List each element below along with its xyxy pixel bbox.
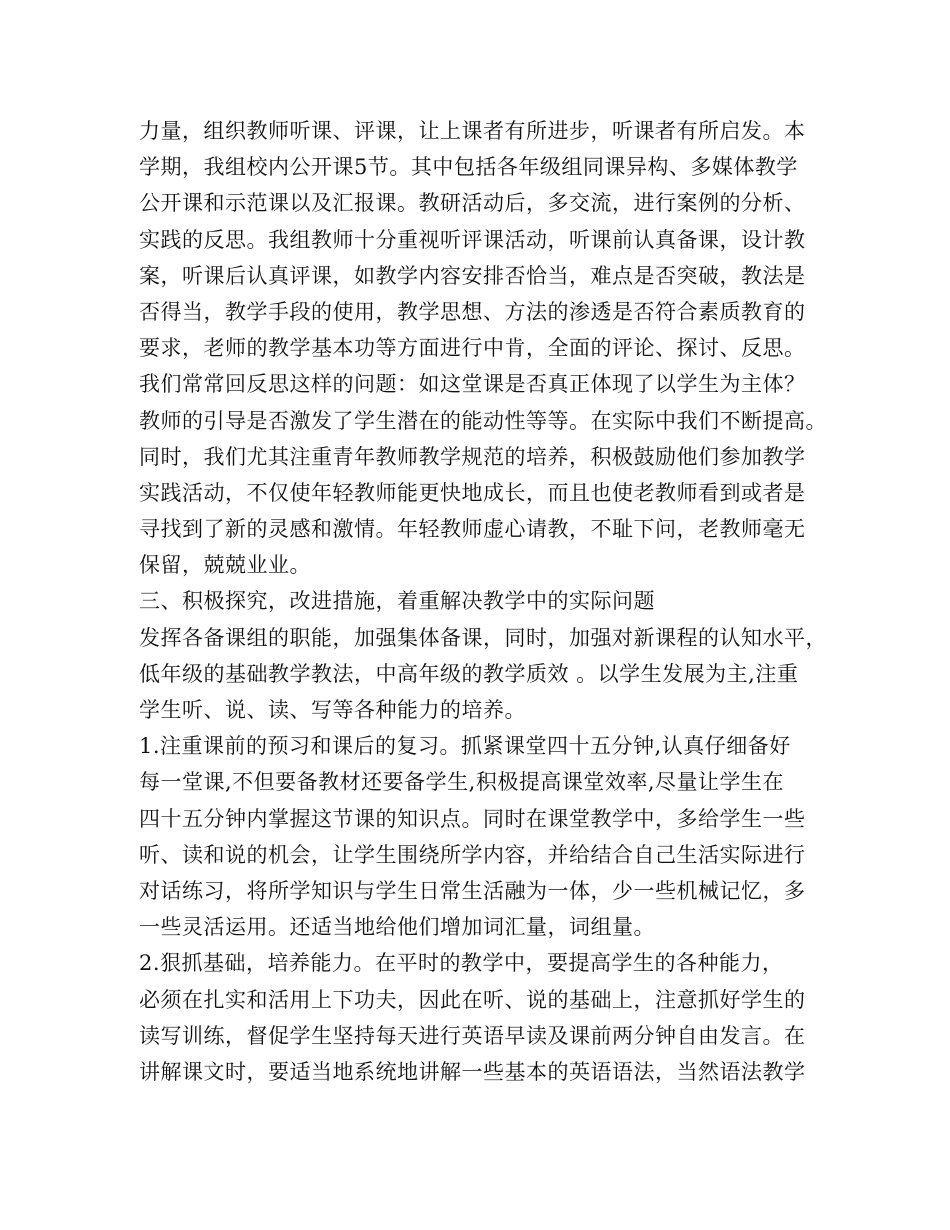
body-text: [139, 113, 839, 1090]
text-line: 要求，老师的教学基本功等方面进行中肯，全面的评论、探讨、反思。: [139, 336, 806, 361]
text-line: 同时，我们尤其注重青年教师教学规范的培养，积极鼓励他们参加教学: [139, 444, 806, 469]
text-line: 发挥各备课组的职能，加强集体备课，同时，加强对新课程的认知水平，: [139, 625, 827, 650]
text-line: 实践的反思。我组教师十分重视听评课活动，听课前认真备课，设计教: [139, 227, 806, 252]
text-line: 实践活动，不仅使年轻教师能更快地成长，而且也使老教师看到或者是: [139, 480, 806, 505]
text-line: 每一堂课,不但要备教材还要备学生,积极提高课堂效率,尽量让学生在: [139, 770, 785, 795]
text-line: 否得当，教学手段的使用，教学思想、方法的渗透是否符合素质教育的: [139, 299, 806, 324]
text-line: 必须在扎实和活用上下功夫，因此在听、说的基础上，注意抓好学生的: [139, 987, 806, 1012]
text-line: 读写训练，督促学生坚持每天进行英语早读及课前两分钟自由发言。在: [139, 1023, 806, 1048]
text-line: 保留，兢兢业业。: [139, 553, 311, 578]
text-line: 案，听课后认真评课，如教学内容安排否恰当，难点是否突破，教法是: [139, 263, 806, 288]
text-line: 学生听、说、读、写等各种能力的培养。: [139, 698, 526, 722]
text-line: 对话练习，将所学知识与学生日常生活融为一体，少一些机械记忆，多: [139, 878, 806, 903]
text-line: 教师的引导是否激发了学生潜在的能动性等等。在实际中我们不断提高。: [139, 408, 827, 433]
text-line: 寻找到了新的灵感和激情。年轻教师虚心请教，不耻下问，老教师毫无: [139, 517, 806, 542]
list-item-heading: 2.狠抓基础，培养能力。在平时的教学中，要提高学生的各种能力，: [139, 951, 784, 976]
text-line: 我们常常回反思这样的问题：如这堂课是否真正体现了以学生为主体？: [139, 372, 806, 397]
text-line: 公开课和示范课以及汇报课。教研活动后，多交流，进行案例的分析、: [139, 191, 806, 216]
text-line: 讲解课文时，要适当地系统地讲解一些基本的英语语法，当然语法教学: [139, 1059, 806, 1084]
text-line: 一些灵活运用。还适当地给他们增加词汇量，词组量。: [139, 915, 655, 940]
text-line: 四十五分钟内掌握这节课的知识点。同时在课堂教学中，多给学生一些: [139, 806, 806, 831]
section-heading: 三、积极探究，改进措施，着重解决教学中的实际问题: [139, 589, 655, 614]
text-line: 听、读和说的机会，让学生围绕所学内容，并给结合自己生活实际进行: [139, 842, 806, 867]
text-line: 学期，我组校内公开课5节。其中包括各年级组同课异构、多媒体教学: [139, 155, 798, 180]
list-item-heading: 1.注重课前的预习和课后的复习。抓紧课堂四十五分钟,认真仔细备好: [139, 734, 791, 759]
text-line: 力量，组织教师听课、评课，让上课者有所进步，听课者有所启发。本: [139, 119, 806, 143]
text-line: 低年级的基础教学教法，中高年级的教学质效 。以学生发展为主,注重: [139, 661, 799, 686]
